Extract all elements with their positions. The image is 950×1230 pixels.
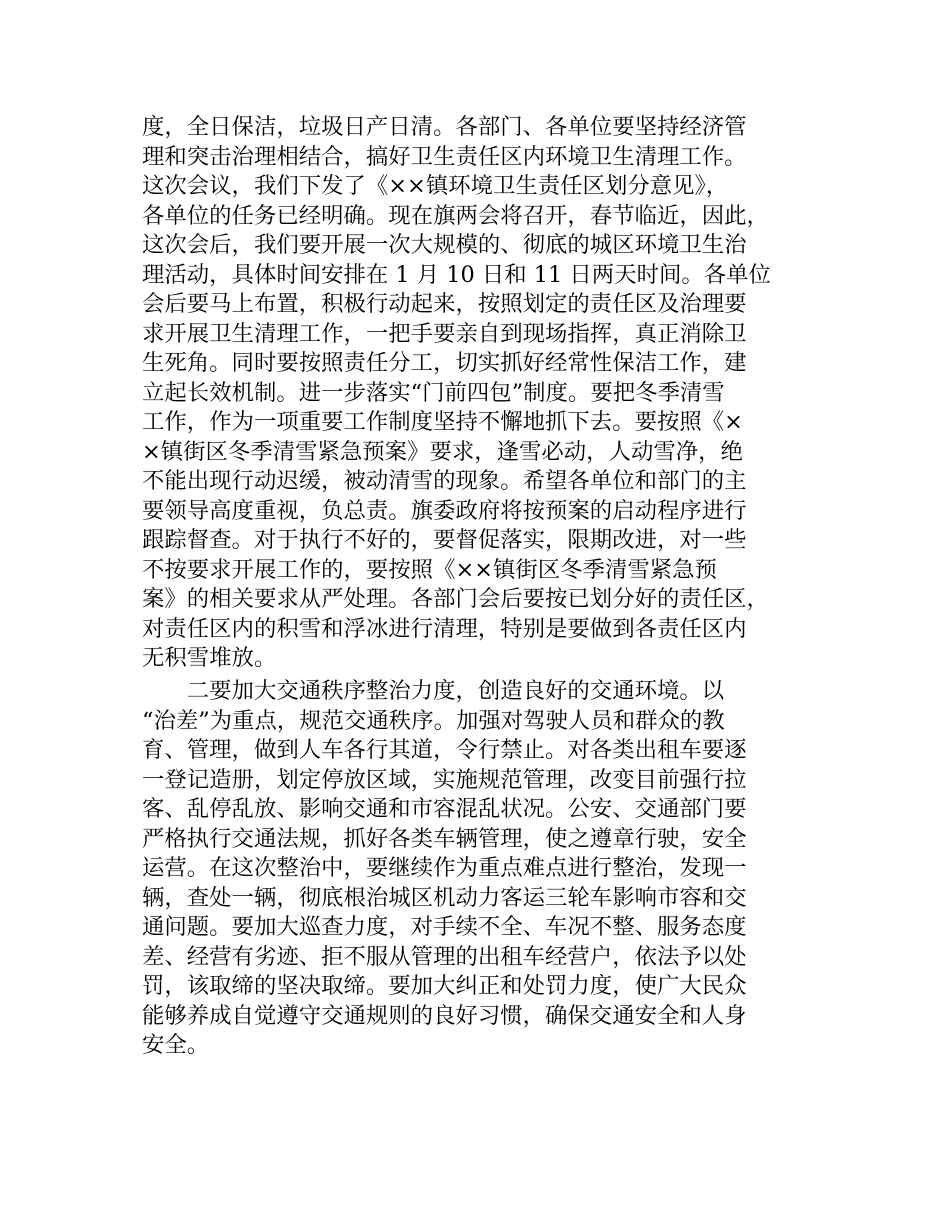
- paragraph-line: 这次会议，我们下发了《××镇环境卫生责任区划分意见》，: [142, 173, 729, 199]
- paragraph-line: 理和突击治理相结合，搞好卫生责任区内环境卫生清理工作。: [142, 143, 747, 170]
- paragraph-line: 安全。: [142, 1032, 210, 1058]
- paragraph-line: “治差”为重点，规范交通秩序。加强对驾驶人员和群众的教: [142, 707, 725, 734]
- paragraph-line: 生死角。同时要按照责任分工，切实抓好经常性保洁工作，建: [142, 350, 747, 376]
- paragraph-line: 不能出现行动迟缓，被动清雪的现象。希望各单位和部门的主: [142, 468, 747, 494]
- paragraph-line: 差、经营有劣迹、拒不服从管理的出租车经营户，依法予以处: [142, 943, 747, 970]
- paragraph-line: 无积雪堆放。: [142, 645, 277, 671]
- paragraph-2: [142, 677, 832, 1061]
- paragraph-line: 对责任区内的积雪和浮冰进行清理，特别是要做到各责任区内: [142, 615, 747, 642]
- paragraph-line: 会后要马上布置，积极行动起来，按照划定的责任区及治理要: [142, 291, 747, 317]
- paragraph-line: 理活动，具体时间安排在 1 月 10 日和 11 日两天时间。各单位: [142, 261, 771, 288]
- paragraph-1: [142, 113, 832, 674]
- paragraph-line: 要领导高度重视，负总责。旗委政府将按预案的启动程序进行: [142, 497, 747, 524]
- paragraph-line: 严格执行交通法规，抓好各类车辆管理，使之遵章行驶，安全: [142, 825, 747, 852]
- paragraph-line: 立起长效机制。进一步落实“门前四包”制度。要把冬季清雪: [142, 379, 725, 406]
- paragraph-line: 度，全日保洁，垃圾日产日清。各部门、各单位要坚持经济管: [142, 114, 747, 140]
- paragraph-line: 案》的相关要求从严处理。各部门会后要按已划分好的责任区，: [142, 586, 769, 612]
- paragraph-line: 辆，查处一辆，彻底根治城区机动力客运三轮车影响市容和交: [142, 884, 747, 911]
- paragraph-line: ×镇街区冬季清雪紧急预案》要求，逢雪必动，人动雪净，绝: [142, 438, 743, 465]
- paragraph-line: 罚，该取缔的坚决取缔。要加大纠正和处罚力度，使广大民众: [142, 973, 747, 999]
- paragraph-line: 这次会后，我们要开展一次大规模的、彻底的城区环境卫生治: [142, 232, 747, 258]
- paragraph-line: 一登记造册，划定停放区域，实施规范管理，改变目前强行拉: [142, 766, 747, 793]
- paragraph-line: 客、乱停乱放、影响交通和市容混乱状况。公安、交通部门要: [142, 796, 747, 822]
- paragraph-line: 运营。在这次整治中，要继续作为重点难点进行整治，发现一: [142, 855, 747, 881]
- paragraph-line: 二要加大交通秩序整治力度，创造良好的交通环境。以: [142, 678, 725, 704]
- paragraph-line: 育、管理，做到人车各行其道，令行禁止。对各类出租车要逐: [142, 737, 747, 763]
- paragraph-line: 能够养成自觉遵守交通规则的良好习惯，确保交通安全和人身: [142, 1002, 747, 1029]
- paragraph-line: 求开展卫生清理工作，一把手要亲自到现场指挥，真正消除卫: [142, 320, 747, 347]
- paragraph-line: 跟踪督查。对于执行不好的，要督促落实，限期改进，对一些: [142, 527, 747, 553]
- paragraph-line: 通问题。要加大巡查力度，对手续不全、车况不整、服务态度: [142, 914, 747, 940]
- paragraph-line: 各单位的任务已经明确。现在旗两会将召开，春节临近，因此，: [142, 202, 769, 229]
- paragraph-line: 工作，作为一项重要工作制度坚持不懈地抓下去。要按照《×: [142, 409, 743, 435]
- paragraph-line: 不按要求开展工作的，要按照《××镇街区冬季清雪紧急预: [142, 556, 717, 583]
